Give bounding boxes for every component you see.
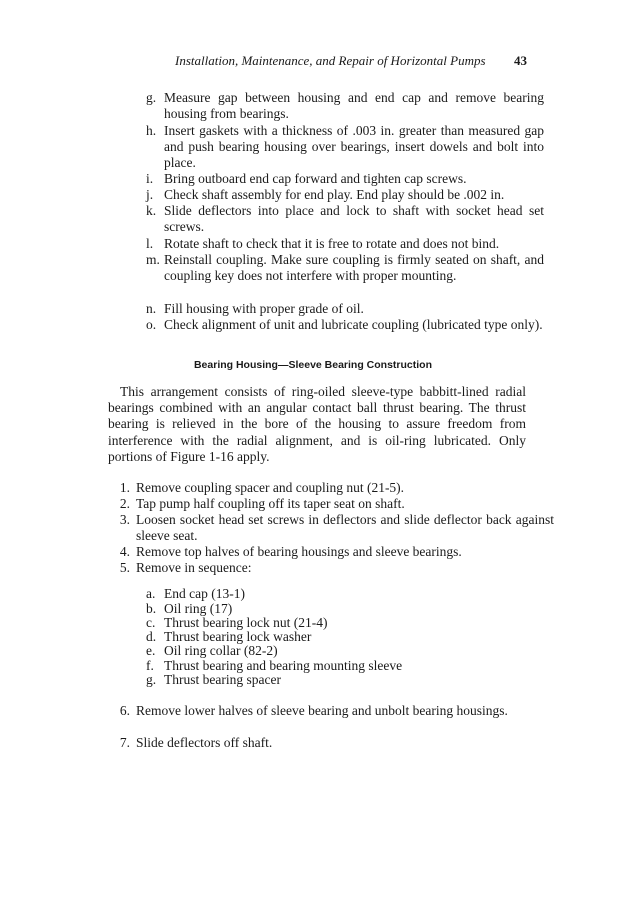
item-text: Rotate shaft to check that it is free to rotate and does not bind. [164,236,500,251]
item-number: 2. [119,496,130,511]
numbered-item [108,496,554,512]
item-text: Oil ring collar (82-2) [164,643,278,658]
numbered-item [108,480,554,496]
item-label: e. [146,643,156,658]
list-item [146,301,544,317]
sequence-item [146,644,526,658]
item-number: 5. [119,560,130,575]
item-number: 7. [119,735,130,750]
item-text: Reinstall coupling. Make sure coupling is firmly seated on shaft, and coupling key does not interfere with proper mounting. [164,252,544,284]
numbered-item [108,735,554,751]
item-label: d. [146,629,157,644]
item-label: b. [146,601,157,616]
item-text: Remove top halves of bearing housings and sleeve bearings. [136,544,462,559]
page-number: 43 [514,53,527,68]
item-number: 1. [119,480,130,495]
item-text: Remove in sequence: [136,560,252,575]
item-text: Thrust bearing lock washer [164,629,312,644]
item-text: Measure gap between housing and end cap and remove bearing housing from bearings. [164,90,544,122]
item-text: Oil ring (17) [164,601,233,616]
item-text: Thrust bearing lock nut (21-4) [164,615,328,630]
item-label: l. [146,236,154,251]
numbered-item [108,703,554,719]
item-text: Remove coupling spacer and coupling nut (21-5). [136,480,405,495]
item-text: End cap (13-1) [164,586,245,601]
numbered-item [108,512,554,544]
item-text: Loosen socket head set screws in deflectors and slide deflector back against sleeve seat. [136,512,554,544]
item-text: Slide deflectors off shaft. [136,735,273,750]
item-label: f. [146,658,154,673]
item-label: h. [146,123,157,138]
item-text: Bring outboard end cap forward and tighten cap screws. [164,171,467,186]
numbered-item [108,560,554,576]
item-label: a. [146,586,156,601]
list-item [146,236,544,252]
item-text: Remove lower halves of sleeve bearing and unbolt bearing housings. [136,703,508,718]
item-text: Slide deflectors into place and lock to shaft with socket head set screws. [164,203,544,235]
item-number: 6. [119,703,130,718]
sequence-item [146,587,526,601]
list-item [146,171,544,187]
item-label: j. [146,187,154,202]
item-text: Tap pump half coupling off its taper seat on shaft. [136,496,405,511]
section-heading: Bearing Housing—Sleeve Bearing Construction [193,359,433,371]
item-text: Fill housing with proper grade of oil. [164,301,364,316]
list-item [146,90,544,122]
item-text: Check shaft assembly for end play. End play should be .002 in. [164,187,505,202]
item-label: g. [146,90,157,105]
running-header [175,53,527,69]
list-item [146,187,544,203]
item-label: o. [146,317,157,332]
numbered-item [108,544,554,560]
item-label: c. [146,615,156,630]
item-label: n. [146,301,157,316]
list-item [146,252,544,284]
running-title: Installation, Maintenance, and Repair of Horizontal Pumps [175,53,486,68]
item-text: Thrust bearing spacer [164,672,281,687]
item-label: k. [146,203,157,218]
list-item [146,317,544,333]
item-label: g. [146,672,157,687]
intro-paragraph: This arrangement consists of ring-oiled sleeve-type babbitt-lined radial bearings combined with an angular contact ball thrust bearing. The thrust bearing is relieved in the bore of the housing to assure freedom from interference with the radial alignment, and is oil-ring lubricated. Only portions of Figure 1-16 apply. [108,384,526,464]
list-item [146,203,544,235]
item-label: i. [146,171,154,186]
item-number: 3. [119,512,130,527]
item-text: Thrust bearing and bearing mounting sleeve [164,658,403,673]
item-text: Check alignment of unit and lubricate coupling (lubricated type only). [164,317,543,332]
list-item [146,123,544,172]
item-label: m. [146,252,160,267]
sequence-item [146,673,526,687]
item-number: 4. [119,544,130,559]
item-text: Insert gaskets with a thickness of .003 in. greater than measured gap and push bearing housing over bearings, insert dowels and bolt into place. [164,123,544,171]
